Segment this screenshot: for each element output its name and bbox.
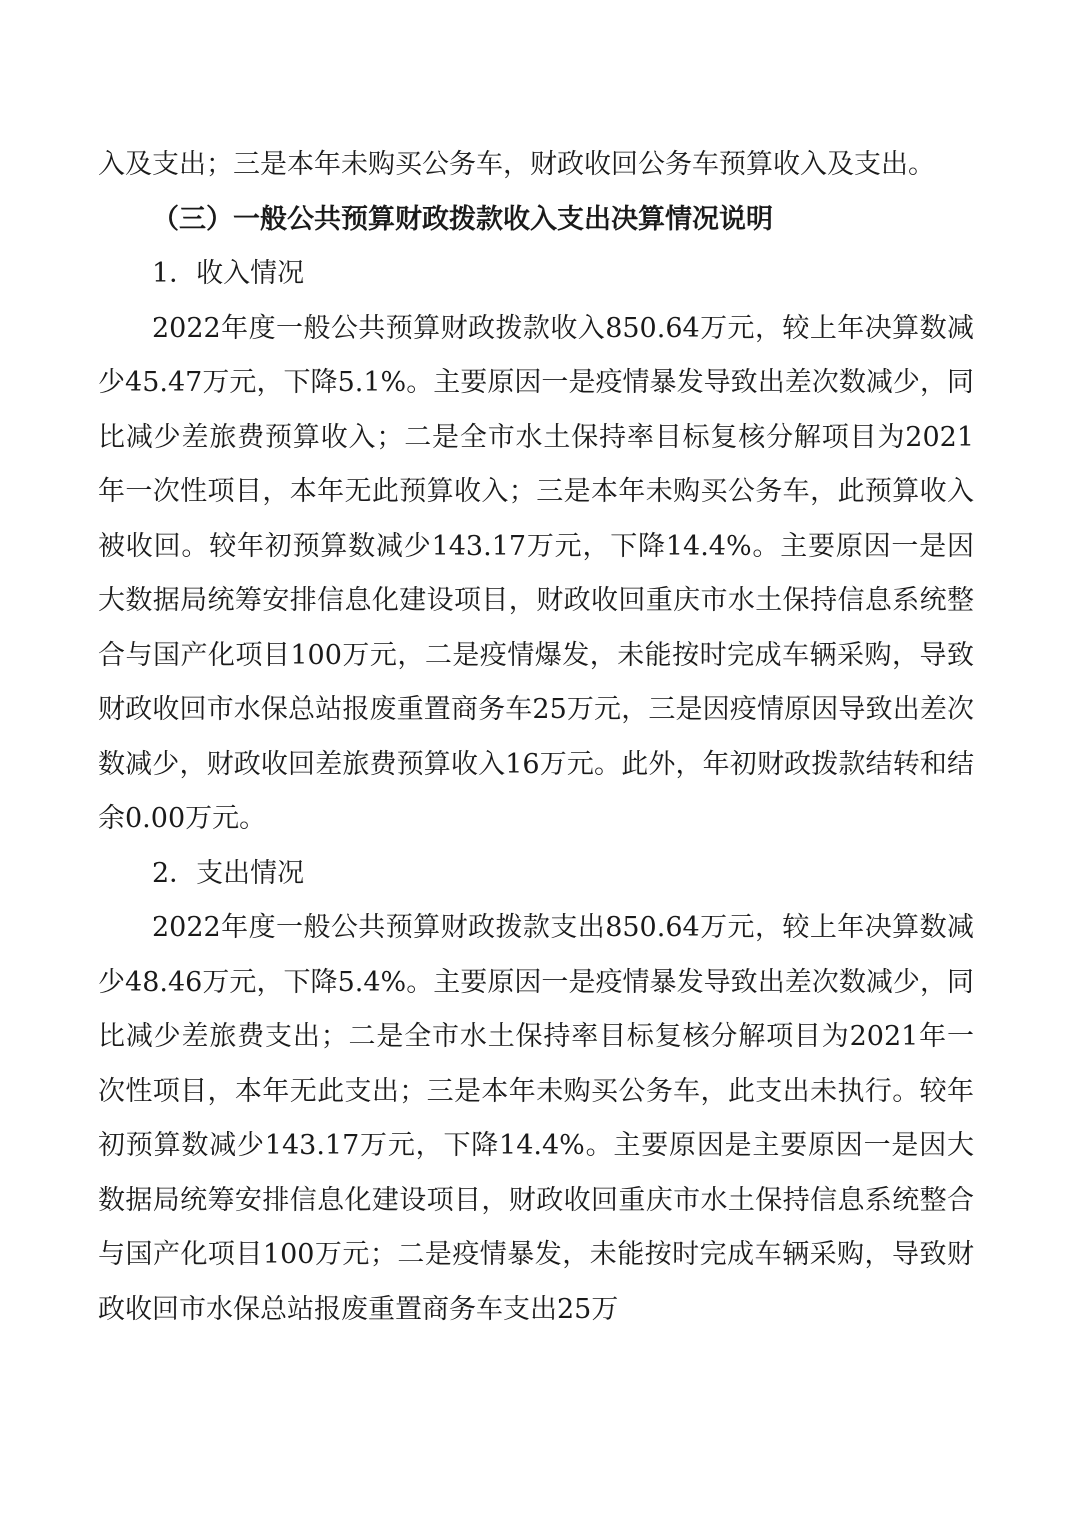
subheading-income: 1．收入情况	[152, 258, 305, 289]
document-body	[98, 138, 974, 1337]
paragraph-income: 2022年度一般公共预算财政拨款收入850.64万元，较上年决算数减少45.47万元，下降5.1%。主要原因一是疫情暴发导致出差次数减少，同比减少差旅费预算收入；二是全市水土保持率目标复核分解项目为2021年一次性项目，本年无此预算收入；三是本年未购买公务车，此预算收入被收回。较年初预算数减少143.17万元，下降14.4%。主要原因一是因大数据局统筹安排信息化建设项目，财政收回重庆市水土保持信息系统整合与国产化项目100万元，二是疫情爆发，未能按时完成车辆采购，导致财政收回市水保总站报废重置商务车25万元，三是因疫情原因导致出差次数减少，财政收回差旅费预算收入16万元。此外，年初财政拨款结转和结余0.00万元。	[98, 312, 974, 834]
paragraph-expenditure: 2022年度一般公共预算财政拨款支出850.64万元，较上年决算数减少48.46万元，下降5.4%。主要原因一是疫情暴发导致出差次数减少，同比减少差旅费支出；二是全市水土保持率目标复核分解项目为2021年一次性项目，本年无此支出；三是本年未购买公务车，此支出未执行。较年初预算数减少143.17万元，下降14.4%。主要原因是主要原因一是因大数据局统筹安排信息化建设项目，财政收回重庆市水土保持信息系统整合与国产化项目100万元；二是疫情暴发，未能按时完成车辆采购，导致财政收回市水保总站报废重置商务车支出25万	[98, 912, 974, 1325]
section-heading: （三）一般公共预算财政拨款收入支出决算情况说明	[152, 203, 773, 235]
paragraph-continued: 入及支出；三是本年未购买公务车，财政收回公务车预算收入及支出。	[98, 149, 935, 180]
subheading-expenditure: 2．支出情况	[152, 857, 305, 889]
